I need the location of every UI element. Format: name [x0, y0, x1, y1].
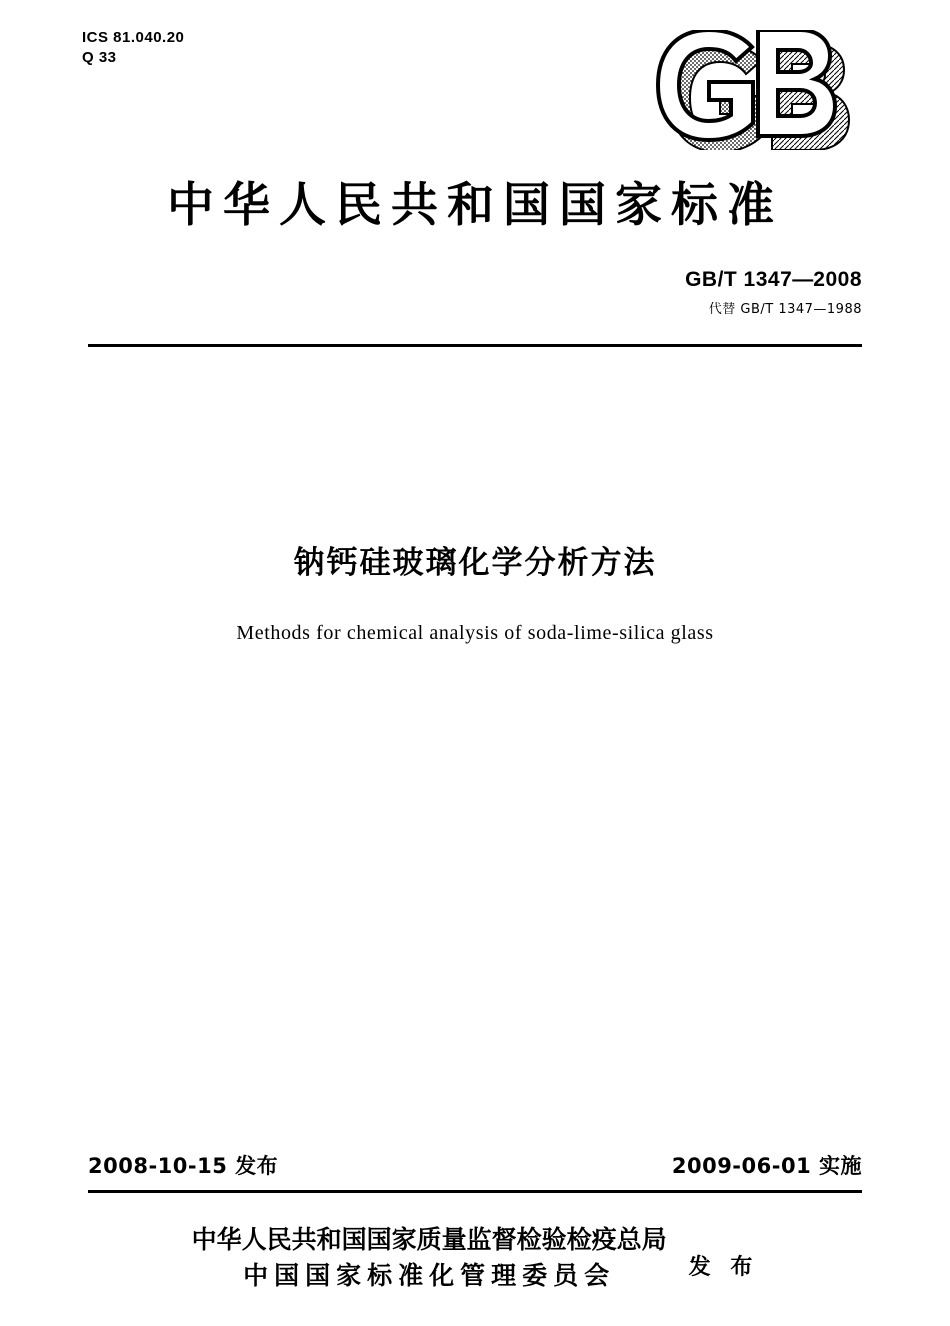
gb-logo-icon: [654, 30, 874, 150]
issuer-line-2: 中国国家标准化管理委员会: [243, 1260, 616, 1290]
footer-divider: [88, 1190, 862, 1193]
standard-number-code: GB/T 1347: [685, 268, 793, 291]
classification-code: Q 33: [82, 49, 117, 67]
ics-code: ICS 81.040.20: [82, 29, 185, 46]
standard-number-separator: —: [792, 268, 814, 291]
implementation-date: 2009-06-01 实施: [671, 1154, 862, 1178]
standard-number: [685, 268, 862, 292]
national-standard-title: 中华人民共和国国家标准: [167, 178, 783, 233]
standard-number-year: 2008: [813, 268, 862, 291]
issuer-line-1: 中华人民共和国国家质量监督检验检疫总局: [191, 1225, 667, 1254]
document-title-en: Methods for chemical analysis of soda-lime-silica glass: [236, 622, 714, 644]
header-divider: [88, 344, 862, 347]
ics-block: [82, 28, 184, 69]
issue-date: 2008-10-15 发布: [88, 1154, 279, 1178]
issuing-bodies: [0, 1222, 950, 1293]
standard-replaces: 代替 GB/T 1347—1988: [708, 302, 862, 317]
issuer-names: [192, 1222, 667, 1293]
document-title-cn: 钠钙硅玻璃化学分析方法: [293, 545, 657, 581]
publish-label: 发 布: [688, 1255, 759, 1280]
